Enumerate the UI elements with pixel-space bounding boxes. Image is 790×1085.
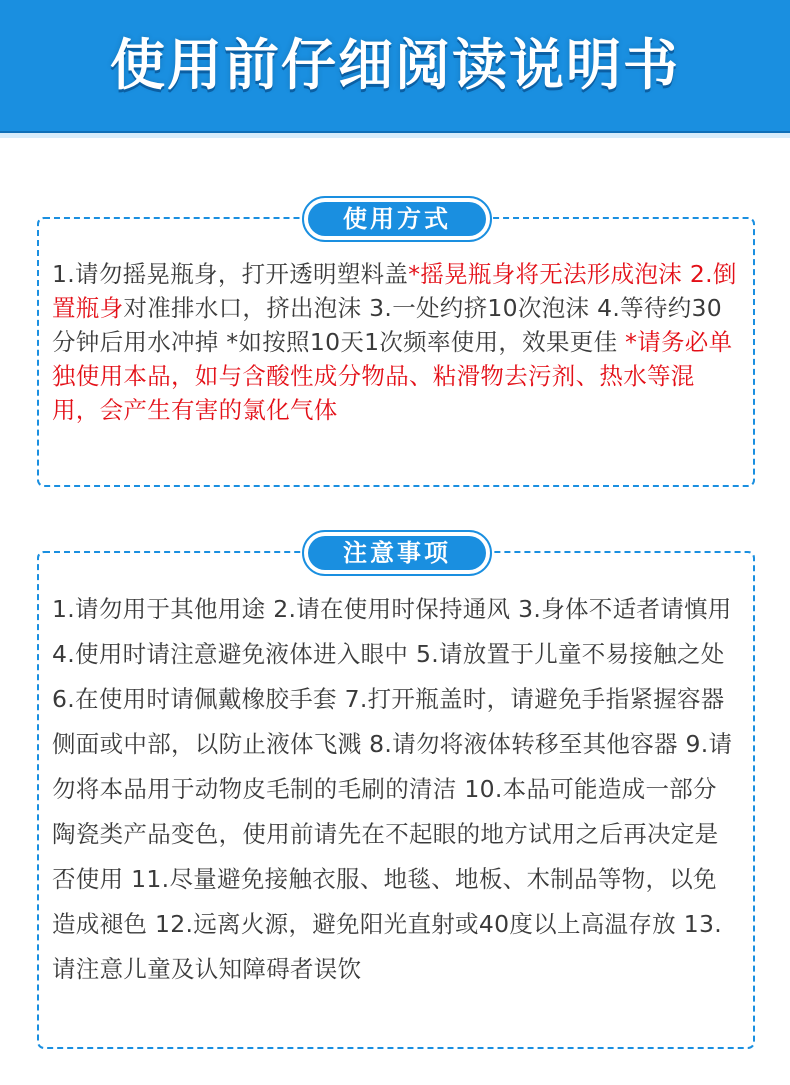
- usage-section: [37, 204, 755, 487]
- page-title: 使用前仔细阅读说明书: [109, 32, 680, 97]
- usage-text-segment: 对准排水口，挤出泡沫 3.一处约挤10次泡沫 4.等待约30分钟后用水冲掉 *如按照10天1次频率使用，效果更佳: [52, 294, 722, 356]
- usage-instructions: [52, 257, 739, 427]
- notes-text: 1.请勿用于其他用途 2.请在使用时保持通风 3.身体不适者请慎用 4.使用时请注意避免液体进入眼中 5.请放置于儿童不易接触之处 6.在使用时请佩戴橡胶手套 7.打开瓶盖时，请避免手指紧握容器侧面或中部，以防止液体飞溅 8.请勿将液体转移至其他容器 9.请勿将本品用于动物皮毛制的毛刷的清洁 10.本品可能造成一部分陶瓷类产品变色，使用前请先在不起眼的地方试用之后再决定是否使用 11.尽量避免接触衣服、地毯、地板、木制品等物，以免造成褪色 12.远离火源，避免阳光直射或40度以上高温存放 13.请注意儿童及认知障碍者误饮: [52, 595, 733, 983]
- header-banner: [0, 0, 790, 133]
- notes-heading-badge: [302, 530, 492, 576]
- usage-text-segment: 1.请勿摇晃瓶身，打开透明塑料盖: [52, 260, 409, 288]
- notes-section: [37, 538, 755, 1049]
- usage-warning-segment: *请务必单独使用本品，如与含酸性成分物品、粘滑物去污剂、热水等混用，会产生有害的氯化气体: [52, 328, 733, 424]
- usage-warning-segment: *摇晃瓶身将无法形成泡沫 2.倒置瓶身: [52, 260, 737, 322]
- usage-heading-badge: [302, 196, 492, 242]
- usage-heading: 使用方式: [308, 202, 486, 236]
- notes-heading: 注意事项: [308, 536, 486, 570]
